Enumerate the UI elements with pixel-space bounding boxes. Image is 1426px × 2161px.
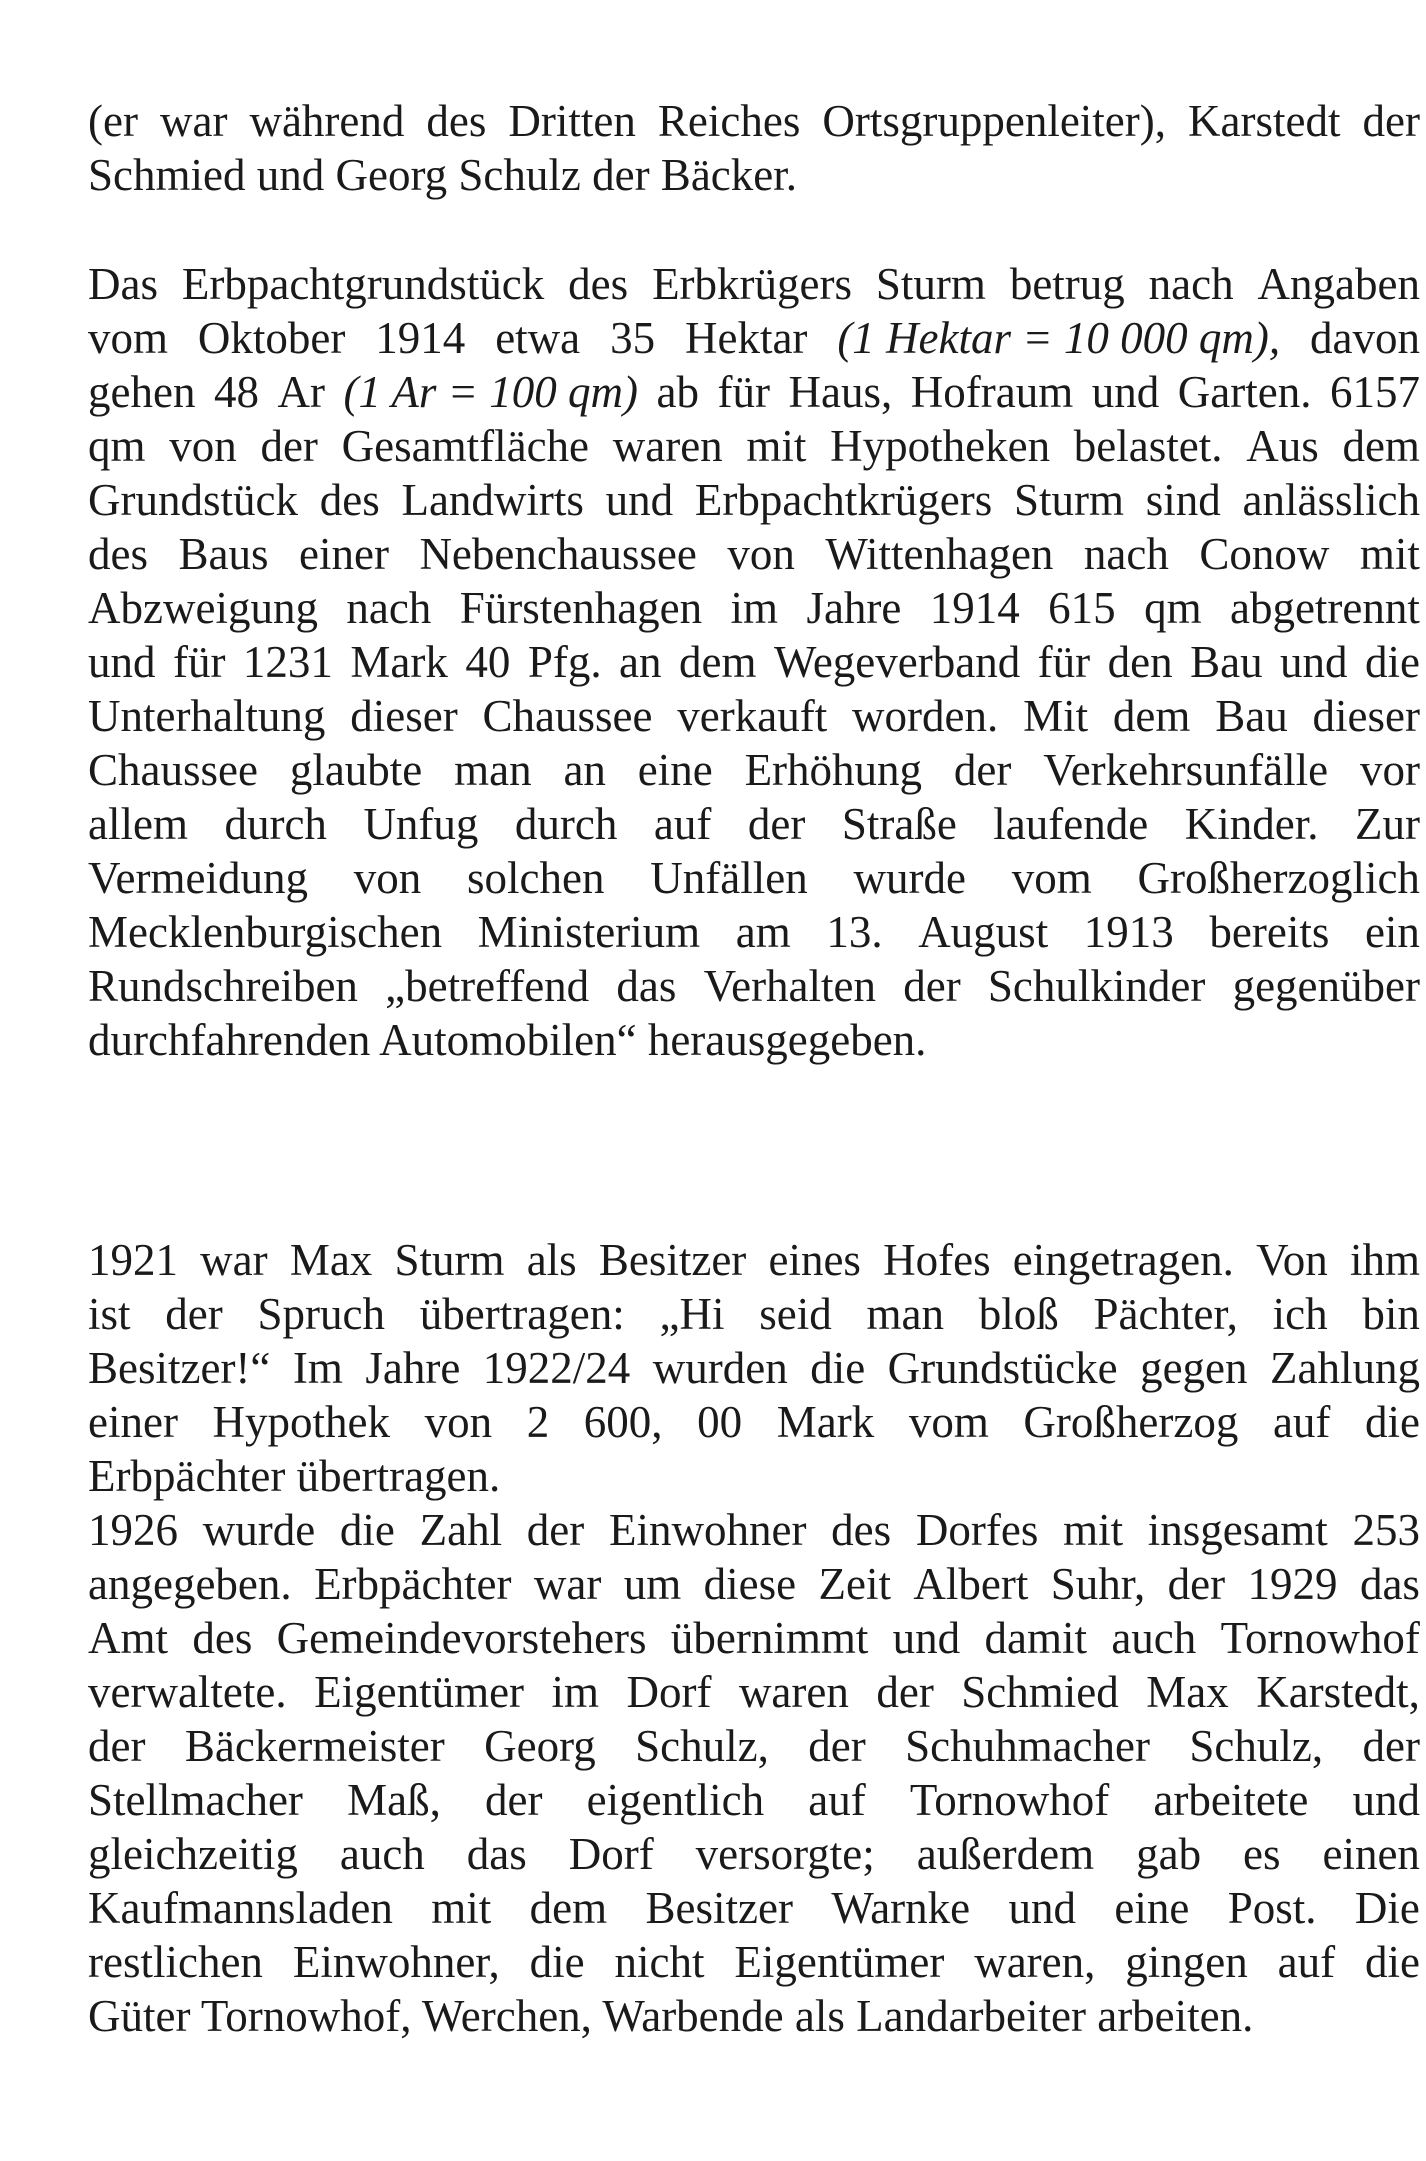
text-line: und für 1231 Mark 40 Pfg. an dem Wegeverband für den Bau und die: [88, 637, 1420, 687]
text-line: Erbpächter übertragen.: [88, 1451, 501, 1501]
text-line: gehen 48 Ar (1 Ar = 100 qm) ab für Haus, Hofraum und Garten. 6157: [88, 367, 1420, 417]
text-line: ist der Spruch übertragen: „Hi seid man bloß Pächter, ich bin: [88, 1289, 1420, 1339]
text-line: allem durch Unfug durch auf der Straße laufende Kinder. Zur: [88, 799, 1420, 849]
text-line: des Baus einer Nebenchaussee von Wittenhagen nach Conow mit: [88, 529, 1420, 579]
text-line: Güter Tornowhof, Werchen, Warbende als Landarbeiter arbeiten.: [88, 1991, 1254, 2041]
text-line: der Bäckermeister Georg Schulz, der Schuhmacher Schulz, der: [88, 1721, 1420, 1771]
text-line: qm von der Gesamtfläche waren mit Hypotheken belastet. Aus dem: [88, 421, 1420, 471]
text-line: Schmied und Georg Schulz der Bäcker.: [88, 150, 797, 200]
text-line: Abzweigung nach Fürstenhagen im Jahre 1914 615 qm abgetrennt: [88, 583, 1420, 633]
text-line: Amt des Gemeindevorstehers übernimmt und damit auch Tornowhof: [88, 1613, 1420, 1663]
text-line: Stellmacher Maß, der eigentlich auf Tornowhof arbeitete und: [88, 1775, 1420, 1825]
text-line: Chaussee glaubte man an eine Erhöhung der Verkehrsunfälle vor: [88, 745, 1420, 795]
text-line: 1921 war Max Sturm als Besitzer eines Hofes eingetragen. Von ihm: [88, 1235, 1420, 1285]
text-line: Kaufmannsladen mit dem Besitzer Warnke und eine Post. Die: [88, 1883, 1420, 1933]
text-line: (er war während des Dritten Reiches Ortsgruppenleiter), Karstedt der: [88, 96, 1420, 146]
text-line: gleichzeitig auch das Dorf versorgte; außerdem gab es einen: [88, 1829, 1420, 1879]
text-line: 1926 wurde die Zahl der Einwohner des Dorfes mit insgesamt 253: [88, 1505, 1420, 1555]
text-line: Mecklenburgischen Ministerium am 13. August 1913 bereits ein: [88, 907, 1420, 957]
text-line: einer Hypothek von 2 600, 00 Mark vom Großherzog auf die: [88, 1397, 1420, 1447]
text-line: durchfahrenden Automobilen“ herausgegeben.: [88, 1015, 927, 1065]
text-line: verwaltete. Eigentümer im Dorf waren der Schmied Max Karstedt,: [88, 1667, 1420, 1717]
text-line: restlichen Einwohner, die nicht Eigentümer waren, gingen auf die: [88, 1937, 1420, 1987]
text-line: Das Erbpachtgrundstück des Erbkrügers Sturm betrug nach Angaben: [88, 259, 1420, 309]
text-line: Besitzer!“ Im Jahre 1922/24 wurden die Grundstücke gegen Zahlung: [88, 1343, 1420, 1393]
text-line: Vermeidung von solchen Unfällen wurde vom Großherzoglich: [88, 853, 1420, 903]
text-line: angegeben. Erbpächter war um diese Zeit Albert Suhr, der 1929 das: [88, 1559, 1420, 1609]
text-line: Grundstück des Landwirts und Erbpachtkrügers Sturm sind anlässlich: [88, 475, 1420, 525]
text-line: Rundschreiben „betreffend das Verhalten der Schulkinder gegenüber: [88, 961, 1420, 1011]
text-line: Unterhaltung dieser Chaussee verkauft worden. Mit dem Bau dieser: [88, 691, 1420, 741]
text-line: vom Oktober 1914 etwa 35 Hektar (1 Hektar = 10 000 qm), davon: [88, 313, 1420, 363]
